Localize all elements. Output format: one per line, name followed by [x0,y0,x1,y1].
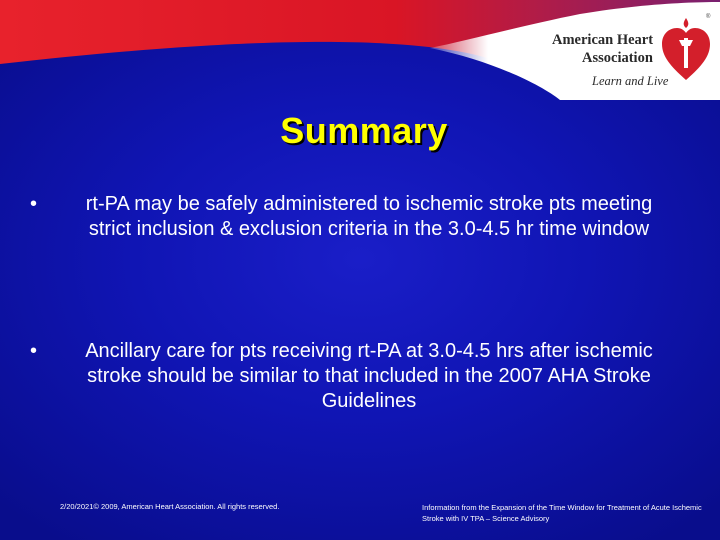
logo-tagline: Learn and Live [592,74,669,88]
bullet-marker: • [30,340,38,362]
slide-title: Summary [280,110,448,151]
logo-line-2: Association [582,50,653,66]
logo-line-1: American Heart [552,32,654,48]
bullet-text: Ancillary care for pts receiving rt-PA at 3.0-4.5 hrs after ischemic stroke should be similar to that included in the 2007 AHA Stroke Guidelines [85,340,653,412]
heart-torch-icon [660,16,712,84]
registered-mark: ® [706,14,711,20]
footer-copyright: 2/20/2021© 2009, American Heart Association. All rights reserved. [60,502,280,511]
bullet-text: rt-PA may be safely administered to ischemic stroke pts meeting strict inclusion & exclusion criteria in the 3.0-4.5 hr time window [85,193,653,240]
bullet-marker: • [30,193,38,215]
footer-source: Information from the Expansion of the Time Window for Treatment of Acute Ischemic Stroke with IV TPA – Science Advisory [422,503,702,523]
